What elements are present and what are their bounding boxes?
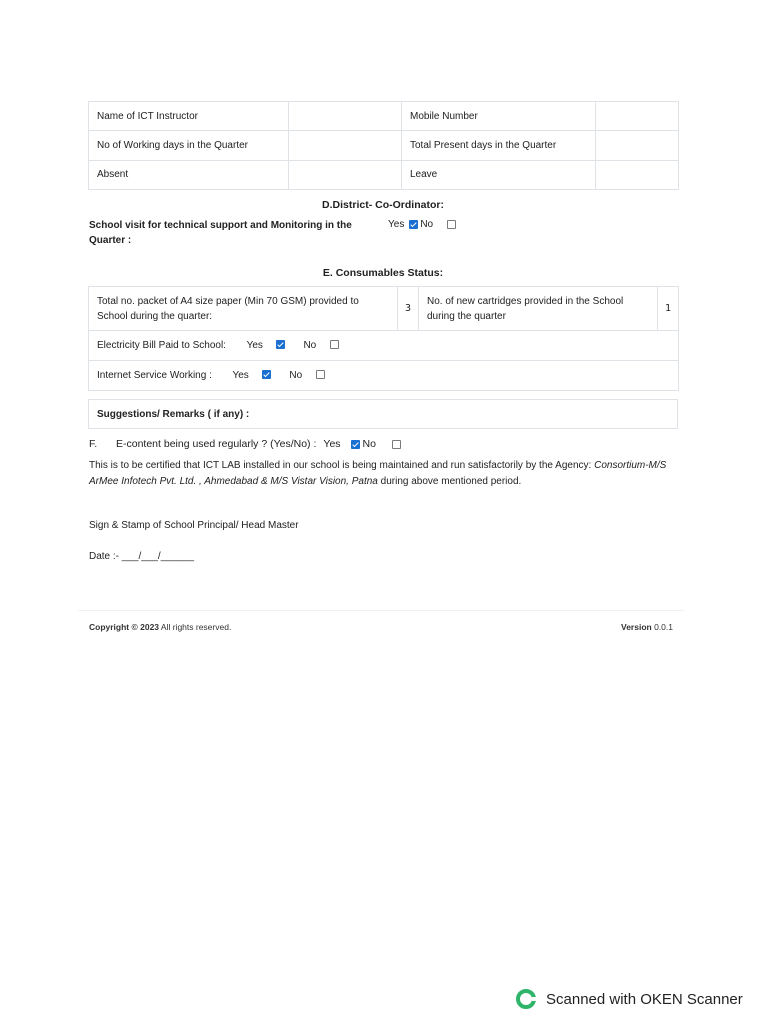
footer-divider bbox=[78, 610, 684, 611]
econtent-row bbox=[89, 438, 401, 450]
scanner-text: Scanned with OKEN Scanner bbox=[546, 990, 743, 1008]
table-row bbox=[89, 102, 679, 131]
electricity-row bbox=[89, 331, 679, 361]
district-no-checkbox[interactable] bbox=[447, 220, 456, 229]
internet-label: Internet Service Working : bbox=[97, 370, 212, 381]
working-days-label: No of Working days in the Quarter bbox=[89, 131, 289, 160]
copyright-rest: All rights reserved. bbox=[159, 622, 232, 632]
leave-value bbox=[596, 160, 679, 189]
scanner-watermark bbox=[516, 989, 743, 1009]
table-row bbox=[89, 131, 679, 160]
mobile-number-label: Mobile Number bbox=[402, 102, 596, 131]
table-row bbox=[89, 331, 679, 361]
internet-no-checkbox[interactable] bbox=[316, 370, 325, 379]
working-days-value bbox=[289, 131, 402, 160]
certification-text-start: This is to be certified that ICT LAB installed in our school is being maintained and run satisfactorily by the Agency: bbox=[89, 460, 595, 471]
present-days-label: Total Present days in the Quarter bbox=[402, 131, 596, 160]
table-row bbox=[89, 160, 679, 189]
leave-label: Leave bbox=[402, 160, 596, 189]
date-label: Date :- ___/___/______ bbox=[89, 551, 195, 562]
econtent-no-label: No bbox=[362, 438, 376, 450]
internet-yes-label: Yes bbox=[232, 370, 249, 381]
instructor-table bbox=[88, 101, 678, 190]
table-row bbox=[89, 361, 679, 391]
district-yes-label: Yes bbox=[388, 219, 405, 230]
certification-text-end: during above mentioned period. bbox=[377, 475, 522, 487]
cartridge-value: 1 bbox=[658, 287, 679, 331]
paper-label: Total no. packet of A4 size paper (Min 70 GSM) provided to School during the quarter: bbox=[89, 287, 398, 331]
version-value: 0.0.1 bbox=[651, 622, 673, 632]
instructor-name-label: Name of ICT Instructor bbox=[89, 102, 289, 131]
electricity-label: Electricity Bill Paid to School: bbox=[97, 340, 226, 351]
suggestions-label: Suggestions/ Remarks ( if any) : bbox=[97, 408, 250, 420]
internet-yes-checkbox[interactable] bbox=[262, 370, 271, 379]
electricity-yes-label: Yes bbox=[246, 340, 263, 351]
econtent-yes-label: Yes bbox=[323, 438, 341, 450]
electricity-no-label: No bbox=[303, 340, 317, 351]
version-label: Version bbox=[621, 622, 652, 632]
present-days-value bbox=[596, 131, 679, 160]
version bbox=[621, 622, 673, 632]
consumables-table bbox=[88, 286, 678, 390]
certification-text bbox=[89, 458, 679, 489]
district-yes-checkbox[interactable] bbox=[409, 220, 418, 229]
electricity-yes-checkbox[interactable] bbox=[276, 340, 285, 349]
district-options bbox=[388, 219, 456, 230]
cartridge-label: No. of new cartridges provided in the School during the quarter bbox=[419, 287, 658, 331]
district-question: School visit for technical support and Monitoring in the Quarter : bbox=[89, 220, 352, 246]
econtent-no-checkbox[interactable] bbox=[392, 440, 401, 449]
electricity-no-checkbox[interactable] bbox=[330, 340, 339, 349]
internet-no-label: No bbox=[289, 370, 303, 381]
district-no-label: No bbox=[420, 219, 434, 230]
absent-value bbox=[289, 160, 402, 189]
paper-value: 3 bbox=[398, 287, 419, 331]
mobile-number-value bbox=[596, 102, 679, 131]
absent-label: Absent bbox=[89, 160, 289, 189]
internet-row bbox=[89, 361, 679, 391]
econtent-yes-checkbox[interactable] bbox=[351, 440, 360, 449]
district-heading: D.District- Co-Ordinator: bbox=[322, 199, 444, 211]
suggestions-box[interactable] bbox=[88, 399, 678, 429]
signature-label: Sign & Stamp of School Principal/ Head Master bbox=[89, 520, 299, 531]
agency-name: Consortium-M/S ArMee Infotech Pvt. Ltd. , Ahmedabad & M/S Vistar Vision, Patna bbox=[89, 460, 667, 487]
instructor-name-value bbox=[289, 102, 402, 131]
econtent-prefix: F. bbox=[89, 438, 98, 450]
table-row bbox=[89, 287, 679, 331]
copyright-bold: Copyright © 2023 bbox=[89, 622, 160, 632]
econtent-question: E-content being used regularly ? (Yes/No) : bbox=[116, 438, 317, 450]
consumables-heading: E. Consumables Status: bbox=[322, 267, 444, 279]
copyright bbox=[89, 622, 231, 632]
oken-scanner-logo-icon bbox=[516, 989, 536, 1009]
